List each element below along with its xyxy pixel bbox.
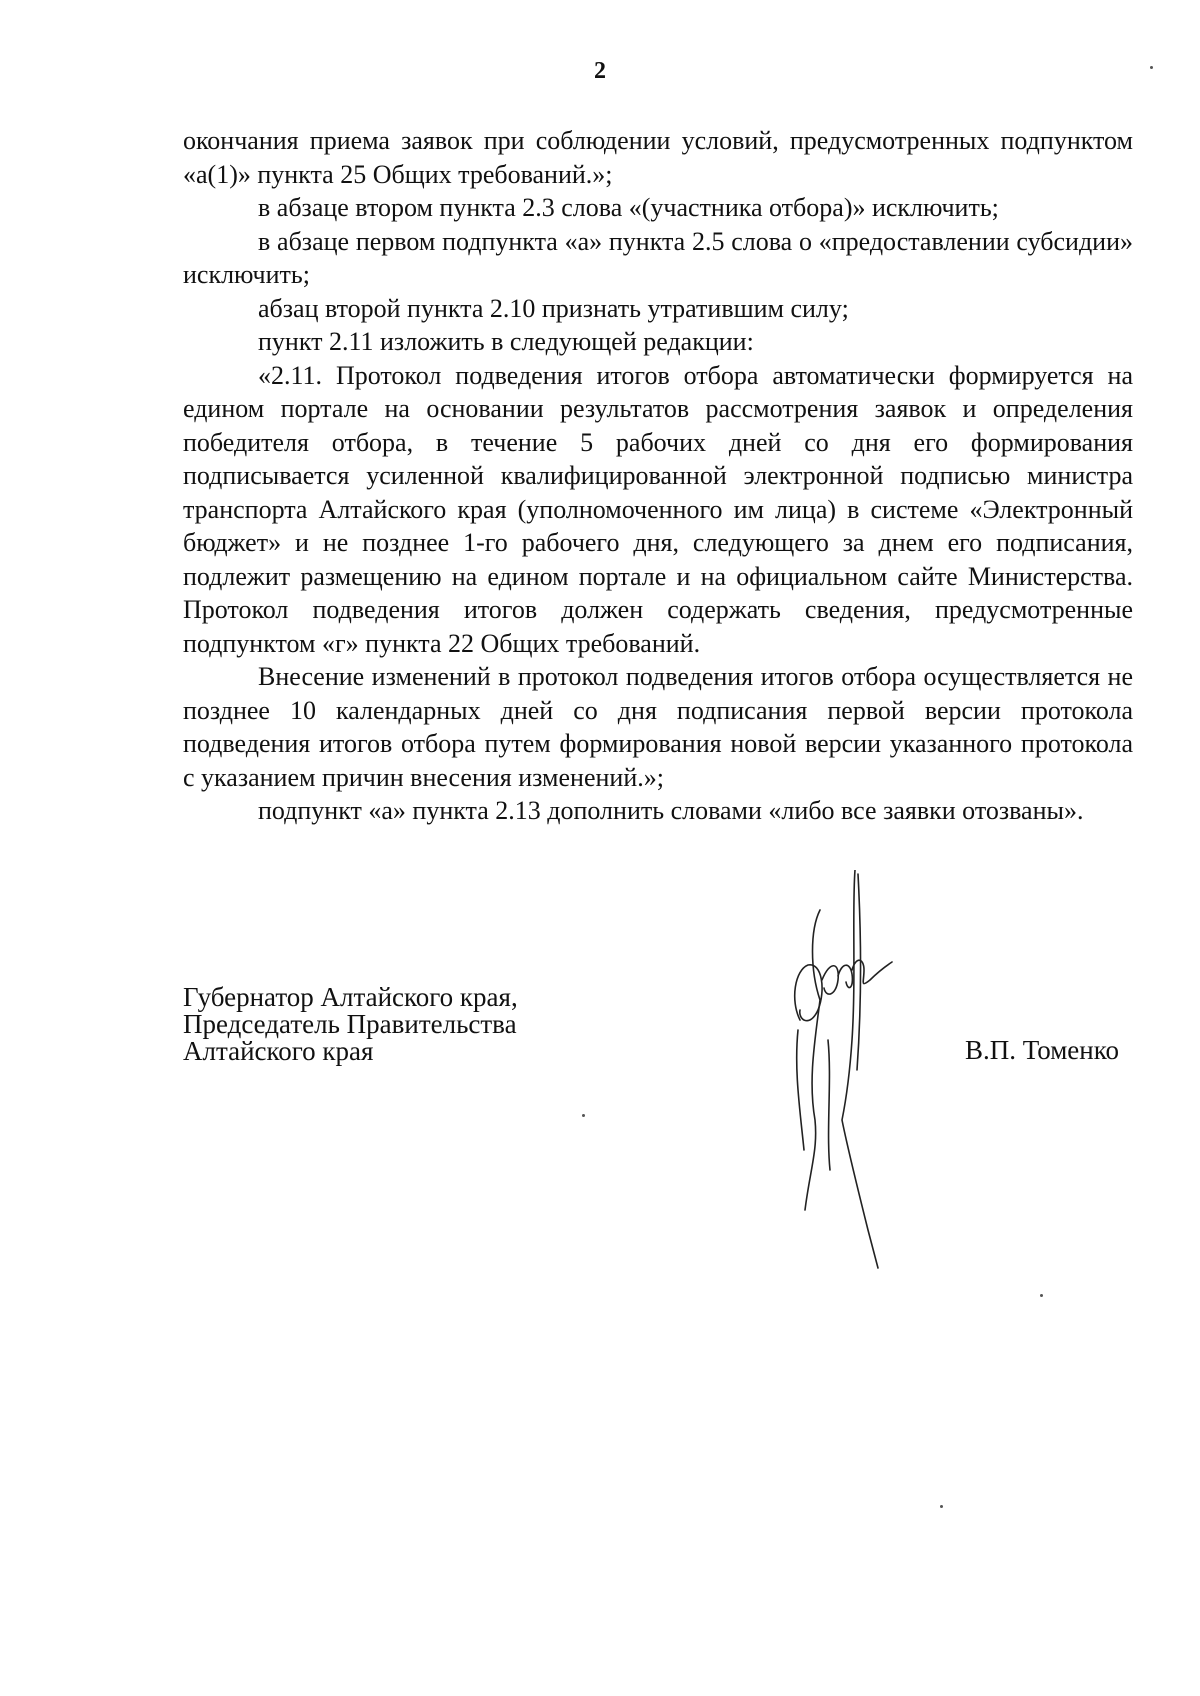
signatory-title-line: Председатель Правительства [183, 1009, 517, 1039]
handwritten-signature [760, 870, 920, 1270]
scan-speck [940, 1505, 943, 1508]
paragraph-continuation: окончания приема заявок при соблюдении условий, предусмотренных подпунктом «а(1)» пункта 25 Общих требований.»; [183, 126, 1133, 189]
scan-speck [1150, 66, 1153, 69]
document-body [183, 124, 1133, 828]
paragraph-amendment-2-13: подпункт «а» пункта 2.13 дополнить словами «либо все заявки отозваны». [258, 796, 1084, 825]
scan-speck [582, 1114, 585, 1117]
paragraph-amendment-2-10: абзац второй пункта 2.10 признать утратившим силу; [258, 293, 849, 323]
paragraph-new-2-11: «2.11. Протокол подведения итогов отбора автоматически формируется на едином портале на основании результатов рассмотрения заявок и определения победителя отбора, в течение 5 рабочих дней со дня его формирования подписывается усиленной квалифицированной электронной подписью министра транспорта Алтайского края (уполномоченного им лица) в системе «Электронный бюджет» и не позднее 1-го рабочего дня, следующего за днем его подписания, подлежит размещению на едином портале и на официальном сайте Министерства. Протокол подведения итогов должен содержать сведения, предусмотренные подпунктом «г» пункта 22 Общих требований. [183, 360, 1133, 658]
signer-name: В.П. Томенко [965, 1035, 1119, 1065]
scan-speck [1040, 1294, 1043, 1297]
signatory-title-line: Алтайского края [183, 1036, 374, 1066]
paragraph-protocol-changes: Внесение изменений в протокол подведения итогов отбора осуществляется не позднее 10 календарных дней со дня подписания первой версии протокола подведения итогов отбора путем формирования новой версии указанного протокола с указанием причин внесения изменений.»; [183, 662, 1133, 792]
paragraph-amendment-2-11: пункт 2.11 изложить в следующей редакции: [258, 327, 754, 356]
paragraph-amendment-2-5: в абзаце первом подпункта «а» пункта 2.5 слова о «предоставлении субсидии» исключить; [183, 226, 1133, 289]
page-number: 2 [594, 58, 606, 84]
signatory-title [183, 984, 518, 1065]
signatory-title-line: Губернатор Алтайского края, [183, 982, 518, 1012]
paragraph-amendment-2-3: в абзаце втором пункта 2.3 слова «(участника отбора)» исключить; [258, 193, 999, 222]
